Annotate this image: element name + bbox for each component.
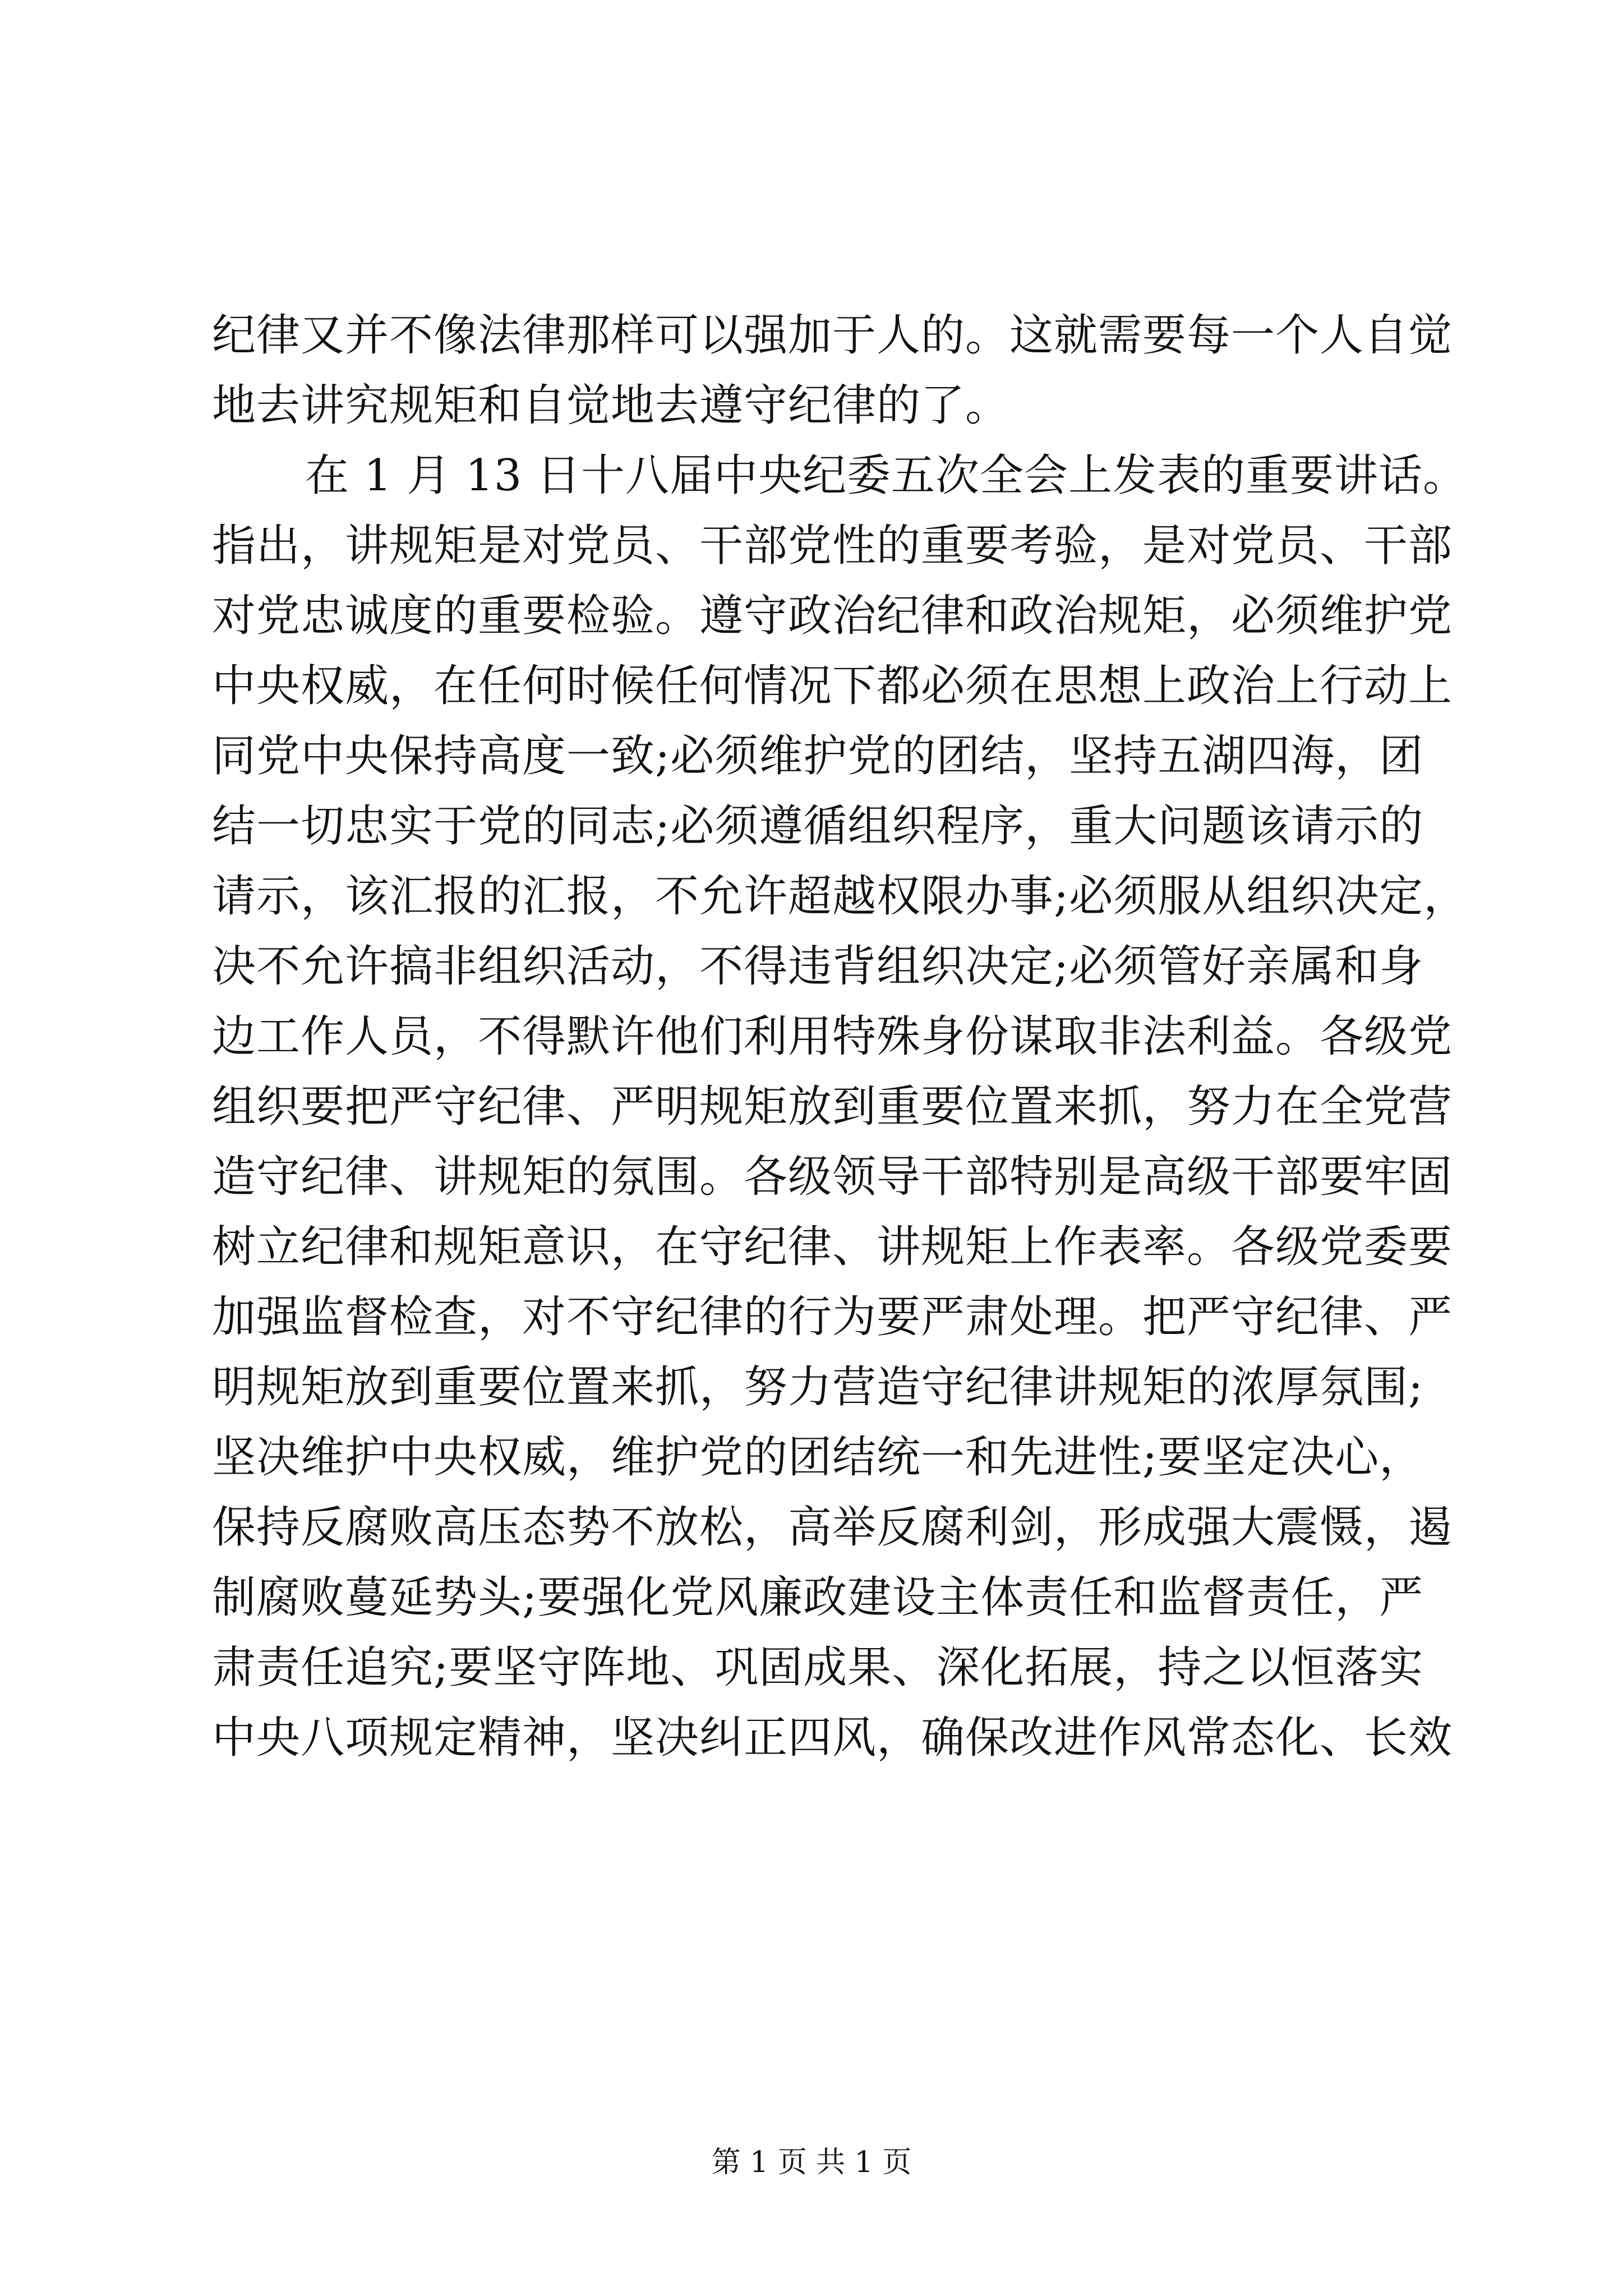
text-line: 对党忠诚度的重要检验。遵守政治纪律和政治规矩，必须维护党	[212, 591, 1453, 641]
text-line: 中央八项规定精神，坚决纠正四风，确保改进作风常态化、长效	[212, 1713, 1453, 1763]
text-line: 边工作人员，不得默许他们利用特殊身份谋取非法利益。各级党	[212, 1011, 1453, 1062]
text-line: 组织要把严守纪律、严明规矩放到重要位置来抓，努力在全党营	[212, 1082, 1453, 1132]
text-line: 肃责任追究;要坚守阵地、巩固成果、深化拓展，持之以恒落实	[212, 1642, 1424, 1693]
text-line: 同党中央保持高度一致;必须维护党的团结，坚持五湖四海，团	[212, 731, 1424, 781]
paragraph-start-line: 在 1 月 13 日十八届中央纪委五次全会上发表的重要讲话。	[305, 450, 1468, 501]
text-line: 保持反腐败高压态势不放松，高举反腐利剑，形成强大震慑，遏	[212, 1502, 1453, 1553]
text-line: 明规矩放到重要位置来抓，努力营造守纪律讲规矩的浓厚氛围;	[212, 1362, 1424, 1412]
text-line: 坚决维护中央权威，维护党的团结统一和先进性;要坚定决心，	[212, 1432, 1424, 1483]
page-footer: 第 1 页 共 1 页	[711, 2146, 912, 2179]
text-line: 指出，讲规矩是对党员、干部党性的重要考验，是对党员、干部	[212, 521, 1453, 571]
text-line: 造守纪律、讲规矩的氛围。各级领导干部特别是高级干部要牢固	[212, 1152, 1453, 1202]
text-line: 纪律又并不像法律那样可以强加于人的。这就需要每一个人自觉	[212, 310, 1453, 361]
text-line: 决不允许搞非组织活动，不得违背组织决定;必须管好亲属和身	[212, 941, 1424, 992]
text-line: 中央权威，在任何时候任何情况下都必须在思想上政治上行动上	[212, 661, 1453, 711]
text-line: 加强监督检查，对不守纪律的行为要严肃处理。把严守纪律、严	[212, 1292, 1453, 1342]
text-line: 请示，该汇报的汇报，不允许超越权限办事;必须服从组织决定，	[212, 871, 1468, 922]
text-line: 地去讲究规矩和自觉地去遵守纪律的了。	[212, 380, 1010, 431]
text-line: 树立纪律和规矩意识，在守纪律、讲规矩上作表率。各级党委要	[212, 1222, 1453, 1272]
text-line: 结一切忠实于党的同志;必须遵循组织程序，重大问题该请示的	[212, 801, 1424, 852]
text-line: 制腐败蔓延势头;要强化党风廉政建设主体责任和监督责任，严	[212, 1572, 1424, 1623]
document-body	[212, 301, 1468, 1773]
